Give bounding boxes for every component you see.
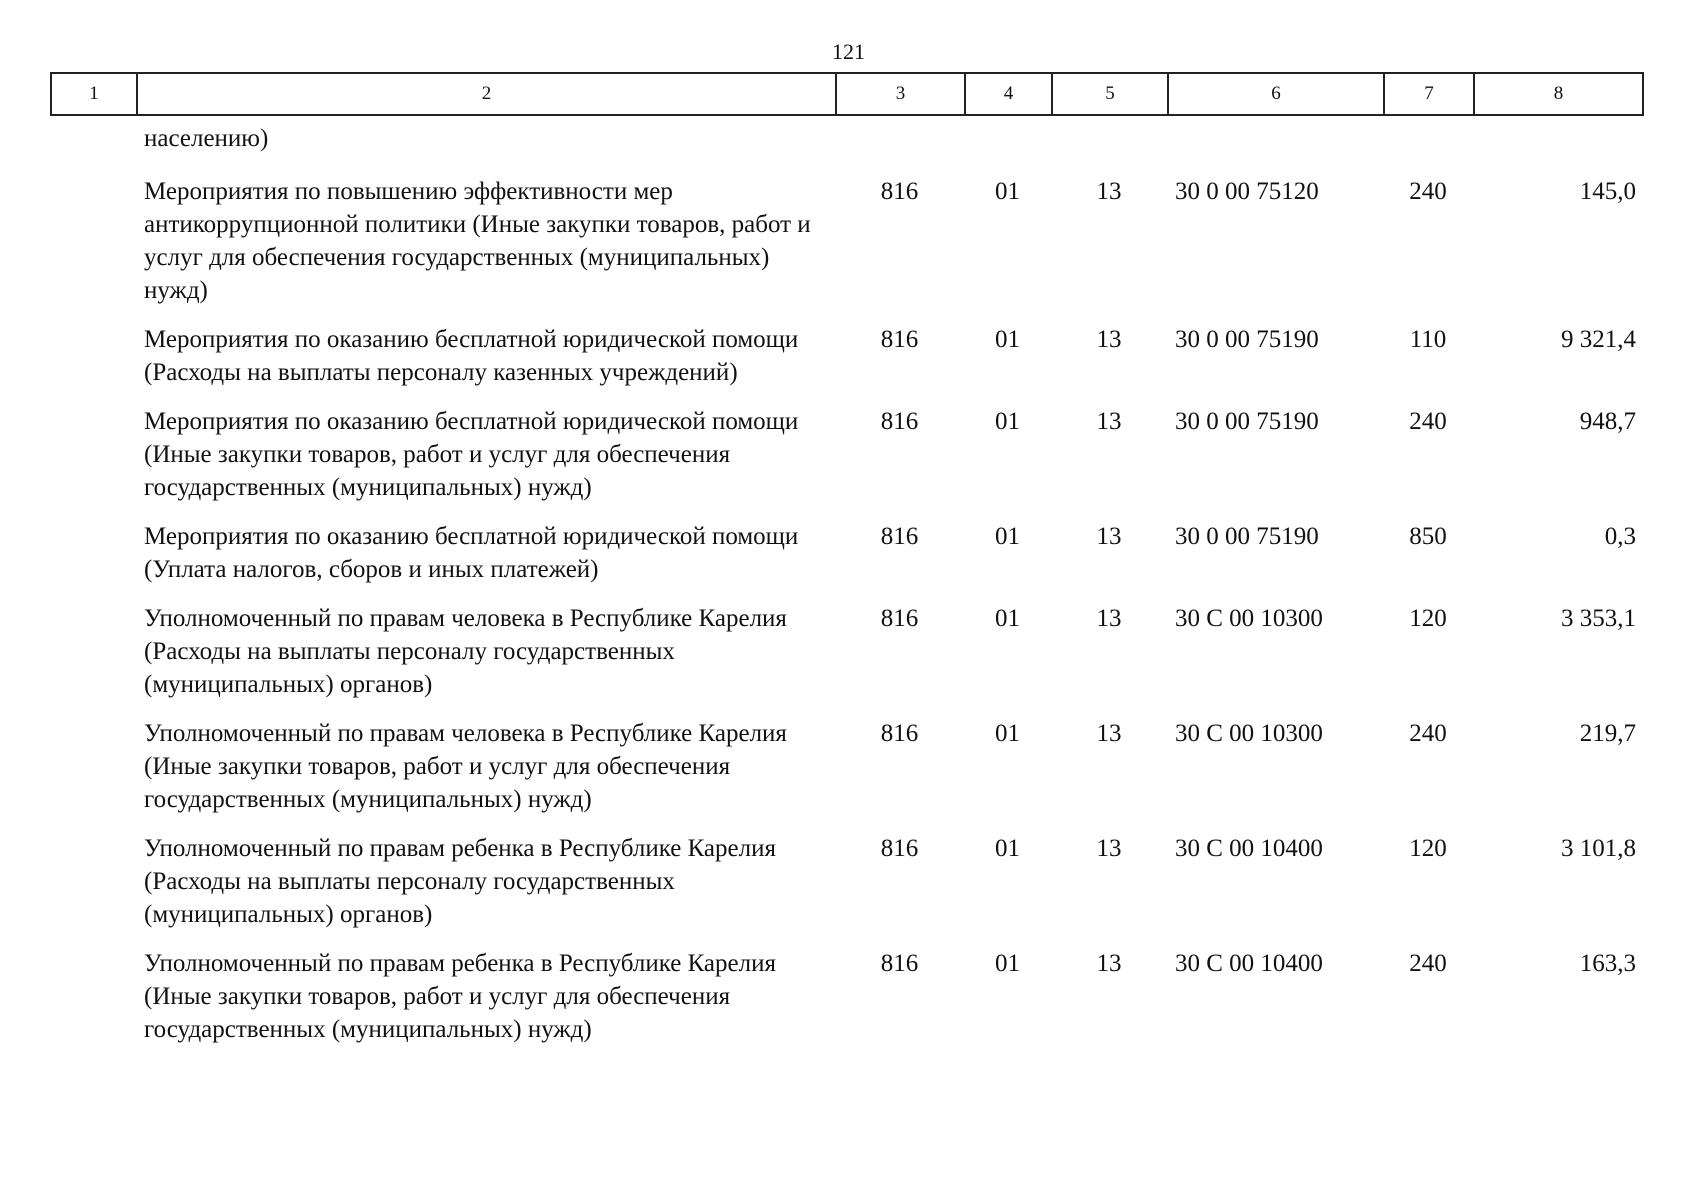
table-row: [50, 405, 1644, 504]
row-code-4: 01: [995, 178, 1020, 205]
row-code-7: 240: [1409, 408, 1447, 435]
row-code-6: 30 С 00 10300: [1175, 720, 1323, 747]
row-code-6: 30 0 00 75120: [1175, 178, 1319, 205]
table-row: [50, 717, 1644, 816]
column-header-8: 8: [1553, 83, 1564, 104]
column-header-2: 2: [138, 74, 837, 114]
row-code-4: 01: [995, 720, 1020, 747]
row-code-3: 816: [880, 178, 919, 205]
continuation-text: населению): [144, 125, 269, 152]
row-code-5: 13: [1096, 523, 1122, 550]
row-code-7: 240: [1409, 178, 1447, 205]
row-amount: 3 353,1: [1561, 605, 1636, 632]
row-code-6: 30 С 00 10400: [1175, 950, 1323, 977]
row-code-6: 30 С 00 10400: [1175, 835, 1323, 862]
row-name: Уполномоченный по правам человека в Республике Карелия (Расходы на выплаты персоналу государственных (муниципальных) органов): [144, 605, 787, 698]
row-code-4: 01: [995, 523, 1020, 550]
row-name: Уполномоченный по правам ребенка в Республике Карелия (Иные закупки товаров, работ и услуг для обеспечения государственных (муниципальных) нужд): [144, 950, 776, 1043]
row-code-3: 816: [880, 326, 919, 353]
table-row: [50, 947, 1644, 1046]
table-row: [50, 520, 1644, 586]
row-name: Уполномоченный по правам человека в Республике Карелия (Иные закупки товаров, работ и услуг для обеспечения государственных (муниципальных) нужд): [144, 720, 787, 813]
row-name: Мероприятия по повышению эффективности мер антикоррупционной политики (Иные закупки товаров, работ и услуг для обеспечения государственных (муниципальных) нужд): [144, 178, 811, 304]
row-code-5: 13: [1096, 720, 1122, 747]
row-code-7: 240: [1409, 950, 1447, 977]
row-code-7: 240: [1409, 720, 1447, 747]
row-code-5: 13: [1096, 835, 1122, 862]
row-code-7: 110: [1409, 326, 1447, 353]
table-row: [50, 323, 1644, 389]
page-number: 121: [832, 39, 865, 64]
row-code-7: 120: [1409, 605, 1447, 632]
row-code-3: 816: [880, 605, 919, 632]
row-amount: 9 321,4: [1561, 326, 1636, 353]
row-code-6: 30 0 00 75190: [1175, 408, 1319, 435]
row-code-3: 816: [880, 408, 919, 435]
column-header-3: 3: [837, 74, 966, 114]
table-row: [50, 602, 1644, 701]
row-code-4: 01: [995, 408, 1020, 435]
budget-table-body: [50, 122, 1644, 1062]
row-code-7: 850: [1409, 523, 1447, 550]
row-code-4: 01: [995, 835, 1020, 862]
row-code-6: 30 0 00 75190: [1175, 326, 1319, 353]
row-code-5: 13: [1096, 326, 1122, 353]
row-amount: 219,7: [1579, 720, 1636, 747]
row-name: Уполномоченный по правам ребенка в Республике Карелия (Расходы на выплаты персоналу государственных (муниципальных) органов): [144, 835, 776, 928]
row-amount: 145,0: [1579, 178, 1636, 205]
row-code-4: 01: [995, 326, 1020, 353]
row-code-5: 13: [1096, 950, 1122, 977]
row-code-3: 816: [880, 720, 919, 747]
row-code-7: 120: [1409, 835, 1447, 862]
table-row: [50, 832, 1644, 931]
row-name: Мероприятия по оказанию бесплатной юридической помощи (Иные закупки товаров, работ и услуг для обеспечения государственных (муниципальных) нужд): [144, 408, 799, 501]
row-code-5: 13: [1096, 605, 1122, 632]
row-amount: 3 101,8: [1561, 835, 1636, 862]
row-code-6: 30 0 00 75190: [1175, 523, 1319, 550]
continuation-row: [50, 122, 1644, 155]
column-header-4: 4: [966, 74, 1053, 114]
column-header-5: 5: [1053, 74, 1169, 114]
row-code-5: 13: [1096, 178, 1122, 205]
row-code-6: 30 С 00 10300: [1175, 605, 1323, 632]
row-name: Мероприятия по оказанию бесплатной юридической помощи (Уплата налогов, сборов и иных платежей): [144, 523, 799, 583]
row-name: Мероприятия по оказанию бесплатной юридической помощи (Расходы на выплаты персоналу казенных учреждений): [144, 326, 799, 386]
row-code-3: 816: [880, 835, 919, 862]
row-amount: 948,7: [1579, 408, 1636, 435]
table-row: [50, 175, 1644, 307]
column-header-1: 1: [52, 74, 138, 114]
row-code-3: 816: [880, 950, 919, 977]
row-code-5: 13: [1096, 408, 1122, 435]
column-header-7: 7: [1385, 74, 1475, 114]
column-header-6: 6: [1169, 74, 1385, 114]
column-number-header: [50, 72, 1644, 116]
row-amount: 163,3: [1579, 950, 1636, 977]
row-amount: 0,3: [1604, 523, 1636, 550]
row-code-4: 01: [995, 605, 1020, 632]
row-code-3: 816: [880, 523, 919, 550]
row-code-4: 01: [995, 950, 1020, 977]
